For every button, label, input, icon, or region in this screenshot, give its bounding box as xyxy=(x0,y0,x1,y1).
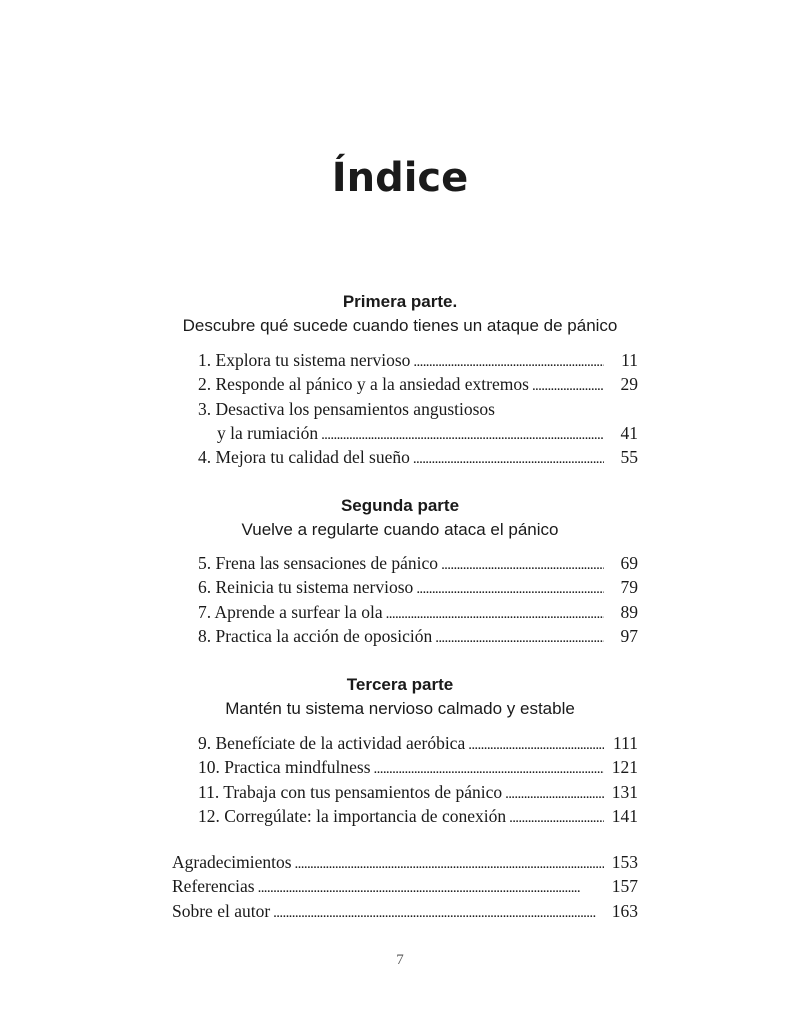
leader-dots xyxy=(435,624,604,650)
toc-entry-label: 12. Corregúlate: la importancia de conexión xyxy=(198,805,507,826)
leader-dots xyxy=(416,575,604,601)
toc-entry-label: Sobre el autor xyxy=(172,900,271,921)
toc-entry-label: 11. Trabaja con tus pensamientos de pánico xyxy=(198,781,503,802)
toc-section-1 xyxy=(198,348,638,469)
toc-entry-first-line[interactable] xyxy=(198,397,638,421)
toc-entry-page: 153 xyxy=(611,852,638,872)
toc-entry[interactable] xyxy=(198,755,638,779)
toc-entry[interactable] xyxy=(198,348,638,372)
leader-dots xyxy=(509,804,604,830)
toc-entry[interactable] xyxy=(172,850,638,874)
part-name: Primera parte. xyxy=(342,292,458,311)
toc-entry[interactable] xyxy=(198,575,638,599)
part-heading-3 xyxy=(0,673,800,721)
toc-entry-page: 79 xyxy=(620,577,638,598)
toc-entry[interactable] xyxy=(172,899,638,923)
toc-entry-page: 97 xyxy=(620,625,638,646)
toc-entry-page: 41 xyxy=(620,422,638,443)
toc-entry[interactable] xyxy=(198,372,638,396)
toc-entry[interactable] xyxy=(198,421,638,445)
toc-entry[interactable] xyxy=(198,731,638,755)
leader-dots xyxy=(413,445,604,471)
page-title: Índice xyxy=(331,155,469,201)
page-number: 7 xyxy=(396,952,404,968)
leader-dots xyxy=(505,780,604,806)
toc-entry-page: 29 xyxy=(620,374,638,395)
leader-dots xyxy=(441,551,604,577)
toc-entry-page: 163 xyxy=(611,900,638,921)
leader-dots xyxy=(374,755,604,781)
toc-entry-label: 8. Practica la acción de oposición xyxy=(198,625,433,646)
part-name: Segunda parte xyxy=(340,496,460,515)
toc-entry-page: 69 xyxy=(620,553,638,573)
toc-entry[interactable] xyxy=(198,624,638,648)
toc-entry-label: Agradecimientos xyxy=(172,852,292,872)
leader-dots xyxy=(413,348,604,374)
toc-entry-page: 111 xyxy=(613,733,638,753)
part-subtitle: Vuelve a regularte cuando ataca el pánico xyxy=(241,520,559,539)
toc-entry-page: 131 xyxy=(611,781,638,802)
part-heading-2 xyxy=(0,494,800,542)
toc-entry-label: 4. Mejora tu calidad del sueño xyxy=(198,447,410,468)
toc-entry[interactable] xyxy=(198,445,638,469)
toc-entry[interactable] xyxy=(198,804,638,828)
toc-entry[interactable] xyxy=(198,551,638,575)
toc-entry-label: 9. Benefíciate de la actividad aeróbica xyxy=(198,733,466,753)
toc-entry-label: 6. Reinicia tu sistema nervioso xyxy=(198,577,414,598)
toc-entry-label: 7. Aprende a surfear la ola xyxy=(198,601,383,622)
toc-entry[interactable] xyxy=(198,600,638,624)
toc-entry-page: 157 xyxy=(611,876,638,897)
leader-dots xyxy=(532,372,604,398)
part-subtitle: Descubre qué sucede cuando tienes un ataque de pánico xyxy=(182,316,618,335)
toc-entry[interactable] xyxy=(172,874,638,898)
leader-dots xyxy=(468,731,604,757)
toc-section-2 xyxy=(198,551,638,648)
toc-section-3 xyxy=(198,731,638,828)
toc-entry-label-continued: y la rumiación xyxy=(217,422,319,443)
toc-entry-page: 89 xyxy=(620,601,638,622)
toc-entry-label: 2. Responde al pánico y a la ansiedad extremos xyxy=(198,374,529,395)
toc-entry-page: 141 xyxy=(611,805,638,826)
toc-entry-label: Referencias xyxy=(172,876,255,897)
leader-dots xyxy=(386,600,604,626)
leader-dots xyxy=(258,874,604,900)
part-name: Tercera parte xyxy=(346,675,454,694)
leader-dots xyxy=(321,421,604,447)
leader-dots xyxy=(273,899,604,925)
toc-entry-label: 1. Explora tu sistema nervioso xyxy=(198,350,411,370)
toc-entry-label: 3. Desactiva los pensamientos angustiosos xyxy=(198,398,495,419)
toc-entry[interactable] xyxy=(198,780,638,804)
part-heading-1 xyxy=(0,290,800,338)
toc-entry-label: 5. Frena las sensaciones de pánico xyxy=(198,553,439,573)
toc-entry-page: 55 xyxy=(620,447,638,468)
toc-back-matter xyxy=(172,850,638,923)
toc-entry-page: 11 xyxy=(621,350,638,370)
part-subtitle: Mantén tu sistema nervioso calmado y estable xyxy=(225,699,575,718)
leader-dots xyxy=(295,850,604,876)
toc-entry-page: 121 xyxy=(611,757,638,778)
toc-entry-label: 10. Practica mindfulness xyxy=(198,757,371,778)
